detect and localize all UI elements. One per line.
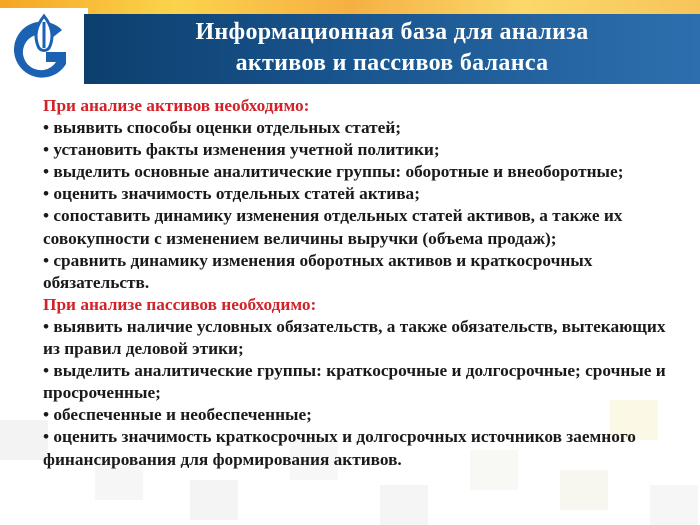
liabilities-item: • обеспеченные и необеспеченные; [43, 405, 312, 425]
liabilities-heading: При анализе пассивов необходимо: [43, 294, 317, 314]
assets-item: • установить факты изменения учетной политики; [43, 140, 440, 160]
liabilities-item: • оценить значимость краткосрочных и долгосрочных источников заемного финансирования для формирования активов. [43, 427, 636, 469]
slide-content [43, 95, 683, 471]
gazprom-logo-icon [0, 8, 88, 88]
liabilities-item: • выявить наличие условных обязательств, а также обязательств, вытекающих из правил деловой этики; [43, 316, 666, 359]
assets-item: • сравнить динамику изменения оборотных активов и краткосрочных обязательств. [43, 250, 593, 292]
assets-item: • выявить способы оценки отдельных статей; [43, 118, 402, 138]
logo [0, 8, 88, 88]
slide-header [0, 0, 700, 88]
liabilities-item: • выделить аналитические группы: краткосрочные и долгосрочные; срочные и просроченные; [43, 361, 666, 403]
assets-item: • оценить значимость отдельных статей актива; [43, 184, 420, 204]
slide-title-line-2: активов и пассивов баланса [235, 50, 549, 76]
assets-item: • сопоставить динамику изменения отдельных статей активов, а также их совокупности с изменением величины выручки (объема продаж); [43, 206, 623, 248]
assets-heading: При анализе активов необходимо: [43, 96, 310, 115]
assets-item: • выделить основные аналитические группы: оборотные и внеоборотные; [43, 162, 624, 182]
slide-title-line-1: Информационная база для анализа [195, 19, 589, 45]
